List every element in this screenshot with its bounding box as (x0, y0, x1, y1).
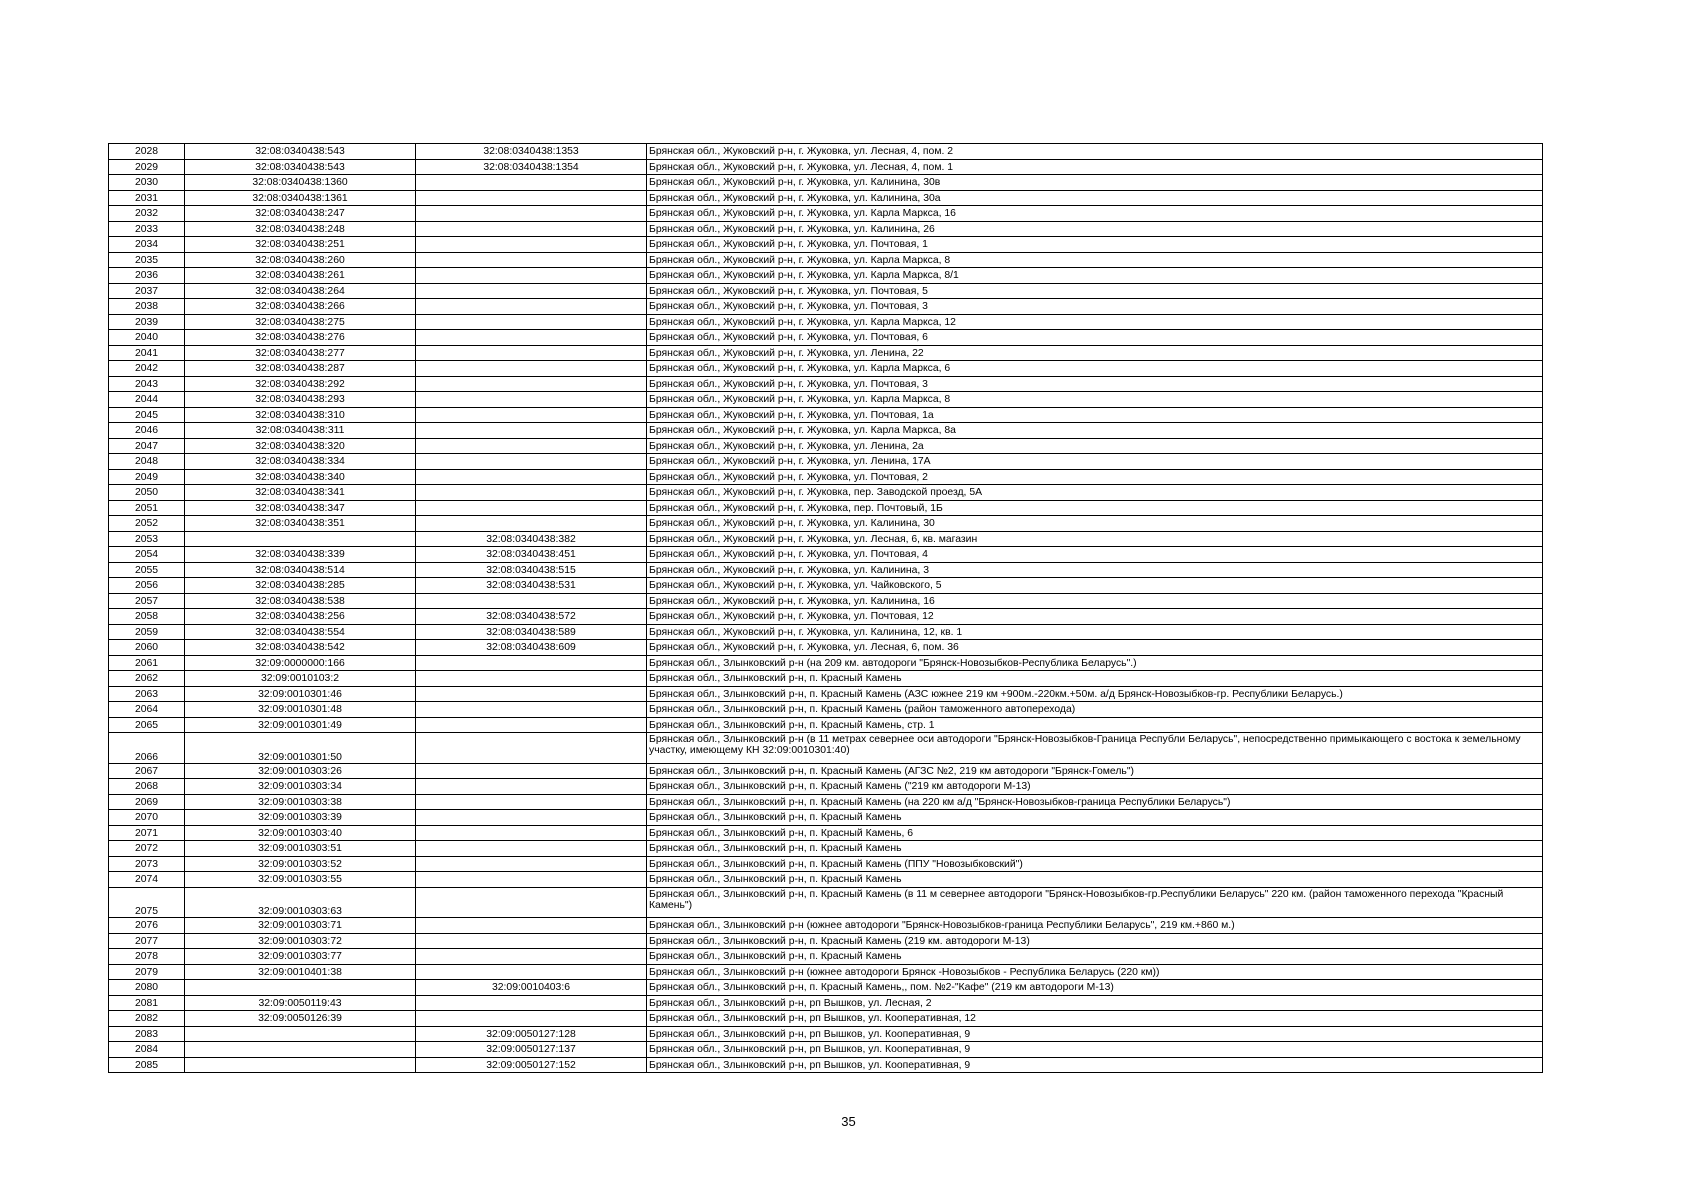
cadastral-number-cell: 32:08:0340438:543 (185, 159, 416, 175)
row-number-cell: 2078 (109, 949, 185, 965)
address-cell: Брянская обл., Злынковский р-н, п. Красный Камень (на 220 км а/д "Брянск-Новозыбков-граница Республики Беларусь") (647, 794, 1543, 810)
address-cell: Брянская обл., Злынковский р-н, рп Вышков, ул. Кооперативная, 9 (647, 1057, 1543, 1073)
sub-cadastral-number-cell (416, 671, 647, 687)
address-cell: Брянская обл., Злынковский р-н, п. Красный Камень, стр. 1 (647, 717, 1543, 733)
sub-cadastral-number-cell (416, 392, 647, 408)
address-cell: Брянская обл., Жуковский р-н, г. Жуковка, ул. Лесная, 4, пом. 1 (647, 159, 1543, 175)
cadastral-number-cell: 32:08:0340438:264 (185, 283, 416, 299)
table-row (109, 206, 1543, 222)
row-number-cell: 2056 (109, 578, 185, 594)
cadastral-number-cell: 32:08:0340438:310 (185, 407, 416, 423)
address-cell: Брянская обл., Жуковский р-н, г. Жуковка, ул. Калинина, 3 (647, 562, 1543, 578)
cadastral-number-cell: 32:08:0340438:538 (185, 593, 416, 609)
address-cell: Брянская обл., Жуковский р-н, г. Жуковка, ул. Почтовая, 1а (647, 407, 1543, 423)
sub-cadastral-number-cell (416, 887, 647, 918)
sub-cadastral-number-cell (416, 516, 647, 532)
row-number-cell: 2069 (109, 794, 185, 810)
address-cell: Брянская обл., Злынковский р-н, п. Красный Камень (219 км. автодороги М-13) (647, 933, 1543, 949)
row-number-cell: 2076 (109, 918, 185, 934)
sub-cadastral-number-cell (416, 376, 647, 392)
address-cell: Брянская обл., Злынковский р-н, п. Красный Камень (647, 671, 1543, 687)
table-row (109, 964, 1543, 980)
row-number-cell: 2075 (109, 887, 185, 918)
sub-cadastral-number-cell (416, 206, 647, 222)
row-number-cell: 2084 (109, 1042, 185, 1058)
cadastral-number-cell: 32:09:0010303:63 (185, 887, 416, 918)
sub-cadastral-number-cell: 32:08:0340438:572 (416, 609, 647, 625)
row-number-cell: 2042 (109, 361, 185, 377)
table-row (109, 516, 1543, 532)
table-row (109, 438, 1543, 454)
cadastral-number-cell: 32:08:0340438:554 (185, 624, 416, 640)
cadastral-number-cell: 32:09:0010401:38 (185, 964, 416, 980)
row-number-cell: 2030 (109, 175, 185, 191)
sub-cadastral-number-cell (416, 454, 647, 470)
address-cell: Брянская обл., Жуковский р-н, г. Жуковка, ул. Почтовая, 1 (647, 237, 1543, 253)
row-number-cell: 2051 (109, 500, 185, 516)
registry-table-body (109, 144, 1543, 1073)
table-row (109, 1011, 1543, 1027)
sub-cadastral-number-cell (416, 686, 647, 702)
row-number-cell: 2085 (109, 1057, 185, 1073)
address-cell: Брянская обл., Злынковский р-н, рп Вышков, ул. Кооперативная, 12 (647, 1011, 1543, 1027)
cadastral-number-cell: 32:08:0340438:266 (185, 299, 416, 315)
sub-cadastral-number-cell: 32:08:0340438:531 (416, 578, 647, 594)
cadastral-number-cell: 32:08:0340438:248 (185, 221, 416, 237)
address-cell: Брянская обл., Злынковский р-н, п. Красный Камень (в 11 м севернее автодороги "Брянск-Новозыбков-гр.Республики Беларусь" 220 км. (район таможенного перехода "Красный Камень") (647, 887, 1543, 918)
table-row (109, 686, 1543, 702)
sub-cadastral-number-cell (416, 423, 647, 439)
cadastral-number-cell: 32:09:0010301:46 (185, 686, 416, 702)
cadastral-number-cell: 32:09:0010303:52 (185, 856, 416, 872)
sub-cadastral-number-cell (416, 702, 647, 718)
address-cell: Брянская обл., Злынковский р-н, п. Красный Камень (647, 810, 1543, 826)
sub-cadastral-number-cell (416, 794, 647, 810)
row-number-cell: 2054 (109, 547, 185, 563)
address-cell: Брянская обл., Жуковский р-н, г. Жуковка, ул. Карла Маркса, 8 (647, 392, 1543, 408)
sub-cadastral-number-cell (416, 407, 647, 423)
row-number-cell: 2028 (109, 144, 185, 160)
sub-cadastral-number-cell (416, 268, 647, 284)
table-row (109, 159, 1543, 175)
sub-cadastral-number-cell (416, 733, 647, 764)
address-cell: Брянская обл., Жуковский р-н, г. Жуковка, ул. Калинина, 30 (647, 516, 1543, 532)
cadastral-number-cell: 32:08:0340438:347 (185, 500, 416, 516)
cadastral-number-cell: 32:09:0010303:26 (185, 763, 416, 779)
table-row (109, 841, 1543, 857)
sub-cadastral-number-cell (416, 1011, 647, 1027)
cadastral-number-cell: 32:08:0340438:341 (185, 485, 416, 501)
address-cell: Брянская обл., Злынковский р-н, рп Вышков, ул. Кооперативная, 9 (647, 1026, 1543, 1042)
table-row (109, 1026, 1543, 1042)
row-number-cell: 2046 (109, 423, 185, 439)
row-number-cell: 2083 (109, 1026, 185, 1042)
table-row (109, 221, 1543, 237)
address-cell: Брянская обл., Жуковский р-н, г. Жуковка, ул. Ленина, 22 (647, 345, 1543, 361)
row-number-cell: 2048 (109, 454, 185, 470)
address-cell: Брянская обл., Жуковский р-н, г. Жуковка, ул. Лесная, 6, пом. 36 (647, 640, 1543, 656)
cadastral-number-cell: 32:08:0340438:339 (185, 547, 416, 563)
table-row (109, 980, 1543, 996)
cadastral-number-cell: 32:09:0010301:48 (185, 702, 416, 718)
address-cell: Брянская обл., Жуковский р-н, г. Жуковка, ул. Чайковского, 5 (647, 578, 1543, 594)
row-number-cell: 2072 (109, 841, 185, 857)
table-row (109, 547, 1543, 563)
cadastral-number-cell: 32:08:0340438:1361 (185, 190, 416, 206)
sub-cadastral-number-cell (416, 485, 647, 501)
row-number-cell: 2068 (109, 779, 185, 795)
row-number-cell: 2061 (109, 655, 185, 671)
address-cell: Брянская обл., Жуковский р-н, г. Жуковка, ул. Калинина, 16 (647, 593, 1543, 609)
sub-cadastral-number-cell (416, 237, 647, 253)
row-number-cell: 2058 (109, 609, 185, 625)
table-row (109, 640, 1543, 656)
sub-cadastral-number-cell (416, 825, 647, 841)
sub-cadastral-number-cell (416, 500, 647, 516)
cadastral-number-cell: 32:08:0340438:514 (185, 562, 416, 578)
table-row (109, 531, 1543, 547)
row-number-cell: 2044 (109, 392, 185, 408)
row-number-cell: 2038 (109, 299, 185, 315)
address-cell: Брянская обл., Жуковский р-н, г. Жуковка, ул. Лесная, 4, пом. 2 (647, 144, 1543, 160)
table-row (109, 918, 1543, 934)
table-row (109, 423, 1543, 439)
cadastral-number-cell: 32:08:0340438:251 (185, 237, 416, 253)
cadastral-number-cell: 32:08:0340438:285 (185, 578, 416, 594)
row-number-cell: 2073 (109, 856, 185, 872)
sub-cadastral-number-cell (416, 345, 647, 361)
cadastral-number-cell: 32:08:0340438:287 (185, 361, 416, 377)
address-cell: Брянская обл., Злынковский р-н, п. Красный Камень (АГЗС №2, 219 км автодороги "Брянск-Гомель") (647, 763, 1543, 779)
sub-cadastral-number-cell (416, 593, 647, 609)
row-number-cell: 2053 (109, 531, 185, 547)
address-cell: Брянская обл., Жуковский р-н, г. Жуковка, ул. Карла Маркса, 16 (647, 206, 1543, 222)
address-cell: Брянская обл., Жуковский р-н, г. Жуковка, ул. Ленина, 2а (647, 438, 1543, 454)
sub-cadastral-number-cell: 32:08:0340438:589 (416, 624, 647, 640)
address-cell: Брянская обл., Злынковский р-н, п. Красный Камень (район таможенного автоперехода) (647, 702, 1543, 718)
address-cell: Брянская обл., Злынковский р-н, п. Красный Камень,, пом. №2-"Кафе" (219 км автодороги М-13) (647, 980, 1543, 996)
cadastral-number-cell: 32:08:0340438:276 (185, 330, 416, 346)
address-cell: Брянская обл., Злынковский р-н, п. Красный Камень, 6 (647, 825, 1543, 841)
sub-cadastral-number-cell (416, 438, 647, 454)
cadastral-number-cell: 32:09:0050119:43 (185, 995, 416, 1011)
table-row (109, 825, 1543, 841)
cadastral-number-cell: 32:08:0340438:261 (185, 268, 416, 284)
table-row (109, 872, 1543, 888)
table-row (109, 392, 1543, 408)
row-number-cell: 2035 (109, 252, 185, 268)
sub-cadastral-number-cell (416, 361, 647, 377)
address-cell: Брянская обл., Злынковский р-н, п. Красный Камень (647, 872, 1543, 888)
cadastral-number-cell: 32:09:0010303:55 (185, 872, 416, 888)
sub-cadastral-number-cell (416, 841, 647, 857)
sub-cadastral-number-cell (416, 933, 647, 949)
address-cell: Брянская обл., Жуковский р-н, г. Жуковка, ул. Карла Маркса, 8/1 (647, 268, 1543, 284)
sub-cadastral-number-cell: 32:08:0340438:382 (416, 531, 647, 547)
sub-cadastral-number-cell: 32:08:0340438:515 (416, 562, 647, 578)
sub-cadastral-number-cell (416, 655, 647, 671)
cadastral-number-cell: 32:09:0010301:49 (185, 717, 416, 733)
row-number-cell: 2063 (109, 686, 185, 702)
table-row (109, 314, 1543, 330)
table-row (109, 299, 1543, 315)
sub-cadastral-number-cell (416, 252, 647, 268)
table-row (109, 593, 1543, 609)
row-number-cell: 2067 (109, 763, 185, 779)
row-number-cell: 2050 (109, 485, 185, 501)
address-cell: Брянская обл., Жуковский р-н, г. Жуковка, пер. Почтовый, 1Б (647, 500, 1543, 516)
address-cell: Брянская обл., Злынковский р-н, п. Красный Камень (ППУ "Новозыбковский") (647, 856, 1543, 872)
address-cell: Брянская обл., Жуковский р-н, г. Жуковка, ул. Лесная, 6, кв. магазин (647, 531, 1543, 547)
sub-cadastral-number-cell: 32:08:0340438:609 (416, 640, 647, 656)
row-number-cell: 2082 (109, 1011, 185, 1027)
table-row (109, 485, 1543, 501)
address-cell: Брянская обл., Злынковский р-н, рп Вышков, ул. Кооперативная, 9 (647, 1042, 1543, 1058)
sub-cadastral-number-cell: 32:09:0010403:6 (416, 980, 647, 996)
row-number-cell: 2043 (109, 376, 185, 392)
cadastral-number-cell: 32:09:0010303:72 (185, 933, 416, 949)
sub-cadastral-number-cell (416, 872, 647, 888)
address-cell: Брянская обл., Жуковский р-н, г. Жуковка, ул. Калинина, 12, кв. 1 (647, 624, 1543, 640)
row-number-cell: 2029 (109, 159, 185, 175)
row-number-cell: 2057 (109, 593, 185, 609)
row-number-cell: 2064 (109, 702, 185, 718)
sub-cadastral-number-cell (416, 469, 647, 485)
table-row (109, 856, 1543, 872)
row-number-cell: 2070 (109, 810, 185, 826)
address-cell: Брянская обл., Злынковский р-н (в 11 метрах севернее оси автодороги "Брянск-Новозыбков-Граница Республи Беларусь", непосредственно примыкающего с востока к земельному участку, имеющему КН 32:09:0010301:40) (647, 733, 1543, 764)
page-number: 35 (841, 1114, 856, 1129)
table-row (109, 252, 1543, 268)
sub-cadastral-number-cell: 32:08:0340438:1353 (416, 144, 647, 160)
cadastral-number-cell: 32:08:0340438:292 (185, 376, 416, 392)
cadastral-number-cell: 32:09:0010301:50 (185, 733, 416, 764)
address-cell: Брянская обл., Жуковский р-н, г. Жуковка, ул. Почтовая, 12 (647, 609, 1543, 625)
address-cell: Брянская обл., Жуковский р-н, г. Жуковка, ул. Карла Маркса, 12 (647, 314, 1543, 330)
row-number-cell: 2066 (109, 733, 185, 764)
row-number-cell: 2033 (109, 221, 185, 237)
cadastral-number-cell: 32:09:0050126:39 (185, 1011, 416, 1027)
table-row (109, 733, 1543, 764)
cadastral-number-cell: 32:08:0340438:351 (185, 516, 416, 532)
address-cell: Брянская обл., Злынковский р-н, п. Красный Камень ("219 км автодороги М-13) (647, 779, 1543, 795)
sub-cadastral-number-cell (416, 314, 647, 330)
row-number-cell: 2059 (109, 624, 185, 640)
table-row (109, 500, 1543, 516)
table-row (109, 995, 1543, 1011)
cadastral-number-cell (185, 980, 416, 996)
row-number-cell: 2071 (109, 825, 185, 841)
address-cell: Брянская обл., Жуковский р-н, г. Жуковка, ул. Калинина, 30а (647, 190, 1543, 206)
address-cell: Брянская обл., Злынковский р-н, рп Вышков, ул. Лесная, 2 (647, 995, 1543, 1011)
cadastral-number-cell: 32:08:0340438:260 (185, 252, 416, 268)
table-row (109, 1042, 1543, 1058)
address-cell: Брянская обл., Жуковский р-н, г. Жуковка, ул. Почтовая, 2 (647, 469, 1543, 485)
cadastral-number-cell (185, 1042, 416, 1058)
table-row (109, 345, 1543, 361)
address-cell: Брянская обл., Жуковский р-н, г. Жуковка, ул. Ленина, 17А (647, 454, 1543, 470)
sub-cadastral-number-cell (416, 717, 647, 733)
row-number-cell: 2045 (109, 407, 185, 423)
sub-cadastral-number-cell: 32:08:0340438:451 (416, 547, 647, 563)
cadastral-number-cell: 32:09:0000000:166 (185, 655, 416, 671)
address-cell: Брянская обл., Жуковский р-н, г. Жуковка, ул. Карла Маркса, 8 (647, 252, 1543, 268)
cadastral-number-cell: 32:08:0340438:293 (185, 392, 416, 408)
address-cell: Брянская обл., Злынковский р-н, п. Красный Камень (АЗС южнее 219 км +900м.-220км.+50м. а/д Брянск-Новозыбков-гр. Республики Беларусь.) (647, 686, 1543, 702)
table-row (109, 376, 1543, 392)
table-row (109, 702, 1543, 718)
cadastral-number-cell (185, 531, 416, 547)
address-cell: Брянская обл., Жуковский р-н, г. Жуковка, ул. Карла Маркса, 8а (647, 423, 1543, 439)
table-row (109, 237, 1543, 253)
sub-cadastral-number-cell (416, 190, 647, 206)
row-number-cell: 2036 (109, 268, 185, 284)
table-row (109, 283, 1543, 299)
sub-cadastral-number-cell: 32:09:0050127:152 (416, 1057, 647, 1073)
table-row (109, 407, 1543, 423)
cadastral-number-cell: 32:09:0010303:39 (185, 810, 416, 826)
sub-cadastral-number-cell (416, 779, 647, 795)
table-row (109, 144, 1543, 160)
address-cell: Брянская обл., Жуковский р-н, г. Жуковка, ул. Почтовая, 4 (647, 547, 1543, 563)
sub-cadastral-number-cell (416, 330, 647, 346)
sub-cadastral-number-cell (416, 949, 647, 965)
table-row (109, 454, 1543, 470)
table-row (109, 655, 1543, 671)
sub-cadastral-number-cell: 32:09:0050127:137 (416, 1042, 647, 1058)
address-cell: Брянская обл., Жуковский р-н, г. Жуковка, ул. Калинина, 30в (647, 175, 1543, 191)
address-cell: Брянская обл., Злынковский р-н, п. Красный Камень (647, 949, 1543, 965)
table-row (109, 361, 1543, 377)
table-row (109, 763, 1543, 779)
cadastral-number-cell (185, 1026, 416, 1042)
row-number-cell: 2074 (109, 872, 185, 888)
table-row (109, 933, 1543, 949)
row-number-cell: 2031 (109, 190, 185, 206)
row-number-cell: 2077 (109, 933, 185, 949)
cadastral-number-cell: 32:08:0340438:275 (185, 314, 416, 330)
address-cell: Брянская обл., Жуковский р-н, г. Жуковка, ул. Почтовая, 3 (647, 299, 1543, 315)
cadastral-number-cell: 32:09:0010103:2 (185, 671, 416, 687)
address-cell: Брянская обл., Жуковский р-н, г. Жуковка, ул. Почтовая, 5 (647, 283, 1543, 299)
cadastral-number-cell: 32:09:0010303:40 (185, 825, 416, 841)
cadastral-number-cell: 32:08:0340438:1360 (185, 175, 416, 191)
address-cell: Брянская обл., Жуковский р-н, г. Жуковка, ул. Почтовая, 6 (647, 330, 1543, 346)
row-number-cell: 2060 (109, 640, 185, 656)
sub-cadastral-number-cell (416, 763, 647, 779)
cadastral-number-cell: 32:08:0340438:247 (185, 206, 416, 222)
sub-cadastral-number-cell (416, 918, 647, 934)
cadastral-number-cell (185, 1057, 416, 1073)
row-number-cell: 2080 (109, 980, 185, 996)
sub-cadastral-number-cell (416, 283, 647, 299)
sub-cadastral-number-cell (416, 995, 647, 1011)
cadastral-number-cell: 32:08:0340438:340 (185, 469, 416, 485)
cadastral-number-cell: 32:08:0340438:256 (185, 609, 416, 625)
cadastral-number-cell: 32:09:0010303:51 (185, 841, 416, 857)
sub-cadastral-number-cell (416, 964, 647, 980)
sub-cadastral-number-cell (416, 221, 647, 237)
table-row (109, 578, 1543, 594)
address-cell: Брянская обл., Жуковский р-н, г. Жуковка, ул. Карла Маркса, 6 (647, 361, 1543, 377)
sub-cadastral-number-cell: 32:09:0050127:128 (416, 1026, 647, 1042)
address-cell: Брянская обл., Жуковский р-н, г. Жуковка, ул. Почтовая, 3 (647, 376, 1543, 392)
cadastral-number-cell: 32:08:0340438:320 (185, 438, 416, 454)
table-row (109, 1057, 1543, 1073)
sub-cadastral-number-cell (416, 175, 647, 191)
row-number-cell: 2065 (109, 717, 185, 733)
table-row (109, 469, 1543, 485)
row-number-cell: 2034 (109, 237, 185, 253)
row-number-cell: 2062 (109, 671, 185, 687)
table-row (109, 175, 1543, 191)
table-row (109, 624, 1543, 640)
sub-cadastral-number-cell (416, 299, 647, 315)
cadastral-number-cell: 32:09:0010303:77 (185, 949, 416, 965)
table-row (109, 671, 1543, 687)
cadastral-number-cell: 32:08:0340438:543 (185, 144, 416, 160)
row-number-cell: 2032 (109, 206, 185, 222)
address-cell: Брянская обл., Жуковский р-н, г. Жуковка, пер. Заводской проезд, 5А (647, 485, 1543, 501)
table-row (109, 810, 1543, 826)
registry-table (108, 143, 1543, 1073)
row-number-cell: 2037 (109, 283, 185, 299)
table-row (109, 887, 1543, 918)
row-number-cell: 2055 (109, 562, 185, 578)
sub-cadastral-number-cell (416, 810, 647, 826)
row-number-cell: 2079 (109, 964, 185, 980)
table-row (109, 562, 1543, 578)
row-number-cell: 2047 (109, 438, 185, 454)
address-cell: Брянская обл., Злынковский р-н (на 209 км. автодороги "Брянск-Новозыбков-Республика Беларусь".) (647, 655, 1543, 671)
row-number-cell: 2049 (109, 469, 185, 485)
table-row (109, 794, 1543, 810)
table-row (109, 330, 1543, 346)
address-cell: Брянская обл., Злынковский р-н, п. Красный Камень (647, 841, 1543, 857)
row-number-cell: 2039 (109, 314, 185, 330)
cadastral-number-cell: 32:09:0010303:38 (185, 794, 416, 810)
table-row (109, 779, 1543, 795)
row-number-cell: 2040 (109, 330, 185, 346)
cadastral-number-cell: 32:09:0010303:71 (185, 918, 416, 934)
table-row (109, 190, 1543, 206)
table-row (109, 609, 1543, 625)
table-row (109, 949, 1543, 965)
cadastral-number-cell: 32:09:0010303:34 (185, 779, 416, 795)
sub-cadastral-number-cell (416, 856, 647, 872)
cadastral-number-cell: 32:08:0340438:311 (185, 423, 416, 439)
row-number-cell: 2052 (109, 516, 185, 532)
cadastral-number-cell: 32:08:0340438:334 (185, 454, 416, 470)
row-number-cell: 2081 (109, 995, 185, 1011)
cadastral-number-cell: 32:08:0340438:277 (185, 345, 416, 361)
table-row (109, 717, 1543, 733)
address-cell: Брянская обл., Жуковский р-н, г. Жуковка, ул. Калинина, 26 (647, 221, 1543, 237)
sub-cadastral-number-cell: 32:08:0340438:1354 (416, 159, 647, 175)
row-number-cell: 2041 (109, 345, 185, 361)
address-cell: Брянская обл., Злынковский р-н (южнее автодороги Брянск -Новозыбков - Республика Беларусь (220 км)) (647, 964, 1543, 980)
address-cell: Брянская обл., Злынковский р-н (южнее автодороги "Брянск-Новозыбков-граница Республики Беларусь", 219 км.+860 м.) (647, 918, 1543, 934)
table-row (109, 268, 1543, 284)
cadastral-number-cell: 32:08:0340438:542 (185, 640, 416, 656)
